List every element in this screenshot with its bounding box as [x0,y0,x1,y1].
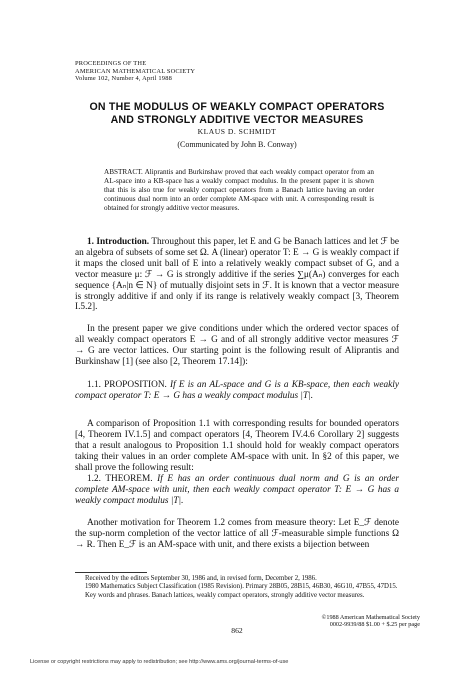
abstract [104,168,374,213]
footnote-received: Received by the editors September 30, 1986 and, in revised form, December 2, 1986. [85,575,317,582]
introduction-paragraph [75,237,399,313]
paragraph-3: A comparison of Proposition 1.1 with corresponding results for bounded operators [4, Theorem IV.1.5] and compact operators [4, Theorem IV.4.6 Corollary 2] suggests that a result analogous to Proposition 1.1 should hold for weakly compact operators taking their values in an order complete AM-space with unit. In §2 of this paper, we shall prove the following result: [75,419,399,473]
journal-header [75,60,275,83]
footnote-divider [75,572,147,573]
proposition-label: 1.1. PROPOSITION. [87,380,167,390]
footnote-keywords: Key words and phrases. Banach lattices, weakly compact operators, strongly additive vector measures. [85,591,365,599]
proposition-text: If E is an AL-space and G is a KB-space, then each weakly compact operator T: E → G has a weakly compact modulus |T|. [75,380,399,401]
copyright-line-2: 0002-9939/88 $1.00 + $.25 per page [329,621,420,629]
article-title [60,101,414,127]
copyright-notice [290,614,420,629]
page-number: 862 [231,626,243,635]
journal-line-3: Volume 102, Number 4, April 1988 [75,75,172,83]
theorem-text: If E has an order continuous dual norm and G is an order complete AM-space with unit, then each weakly compact operator T: E → G has a weakly compact modulus |T|. [75,474,400,506]
communicated-by: (Communicated by John B. Conway) [177,140,297,149]
author-name: KLAUS D. SCHMIDT [197,127,277,136]
footnotes [75,575,399,600]
paragraph-2: In the present paper we give conditions under which the ordered vector spaces of all weakly compact operators E → G and of all strongly additive vector measures ℱ → G are vector lattices. Our starting point is the following result of Aliprantis and Burkinshaw [1] (see also [2, Theorem 17.14]): [75,324,399,367]
intro-text: Throughout this paper, let E and G be Banach lattices and let ℱ be an algebra of subsets of some set Ω. A (linear) operator T: E → G is weakly compact if it maps the closed unit ball of E into a relatively weakly compact subset of G, and a vector measure μ: ℱ → G is strongly additive if the series ∑μ(Aₙ) converges for each sequence {Aₙ|n ∈ N} of mutually disjoint sets in ℱ. It is known that a vector measure is strongly additive if and only if its range is relatively weakly compact [3, Theorem I.5.2]. [75,237,400,313]
footnote-msc: 1980 Mathematics Subject Classification (1985 Revision). Primary 28B05, 28B15, 46B30, 46G10, 47B55, 47D15. [85,583,398,591]
theorem-1-2 [75,474,399,507]
abstract-text: ABSTRACT. Aliprantis and Burkinshaw proved that each weakly compact operator from an AL-space into a KB-space has a weakly compact modulus. In the present paper it is shown that this is also true for weakly compact operators from a Banach lattice having an order continuous dual norm into an order complete AM-space with unit. A corresponding result is obtained for strongly additive vector measures. [104,168,374,213]
proposition-1-1 [75,380,399,402]
title-line-1: ON THE MODULUS OF WEAKLY COMPACT OPERATORS [89,101,385,113]
journal-line-2: AMERICAN MATHEMATICAL SOCIETY [75,67,196,75]
title-line-2: AND STRONGLY ADDITIVE VECTOR MEASURES [110,114,364,126]
intro-heading: 1. Introduction. [87,237,150,247]
journal-line-1: PROCEEDINGS OF THE [75,60,147,67]
license-notice: License or copyright restrictions may apply to redistribution; see http://www.ams.org/journal-terms-of-use [30,659,289,665]
theorem-label: 1.2. THEOREM. [87,474,153,484]
copyright-line-1: ©1988 American Mathematical Society [321,614,420,621]
paragraph-4: Another motivation for Theorem 1.2 comes from measure theory: Let E_ℱ denote the sup-norm completion of the vector lattice of all ℱ-measurable simple functions Ω → R. Then E_ℱ is an AM-space with unit, and there exists a bijection between [75,518,399,550]
